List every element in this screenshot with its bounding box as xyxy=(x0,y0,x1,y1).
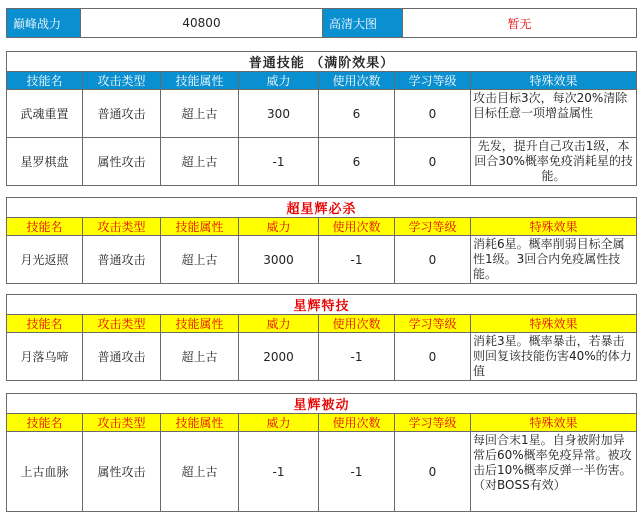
learn-level: 0 xyxy=(395,138,471,186)
header-skill-name: 技能名 xyxy=(7,414,83,432)
attack-type: 属性攻击 xyxy=(83,138,161,186)
header-skill-attr: 技能属性 xyxy=(161,414,239,432)
uses: -1 xyxy=(319,236,395,284)
uses: -1 xyxy=(319,432,395,512)
header-attack-type: 攻击类型 xyxy=(83,218,161,236)
header-power: 威力 xyxy=(239,72,319,90)
header-skill-attr: 技能属性 xyxy=(161,72,239,90)
header-learn-level: 学习等级 xyxy=(395,218,471,236)
attack-type: 普通攻击 xyxy=(83,333,161,381)
header-special-effect: 特殊效果 xyxy=(471,414,637,432)
peak-power-label: 巅峰战力 xyxy=(7,9,81,38)
skill-attr: 超上古 xyxy=(161,432,239,512)
header-learn-level: 学习等级 xyxy=(395,72,471,90)
skill-name: 月落乌啼 xyxy=(7,333,83,381)
header-learn-level: 学习等级 xyxy=(395,315,471,333)
power: 2000 xyxy=(239,333,319,381)
skill-name: 月光返照 xyxy=(7,236,83,284)
skill-name: 武魂重置 xyxy=(7,90,83,138)
header-skill-name: 技能名 xyxy=(7,218,83,236)
header-attack-type: 攻击类型 xyxy=(83,414,161,432)
header-skill-attr: 技能属性 xyxy=(161,315,239,333)
section-title: 星辉特技 xyxy=(7,295,637,315)
header-skill-name: 技能名 xyxy=(7,315,83,333)
peak-power-value: 40800 xyxy=(81,9,323,38)
header-uses: 使用次数 xyxy=(319,218,395,236)
header-uses: 使用次数 xyxy=(319,72,395,90)
header-special-effect: 特殊效果 xyxy=(471,218,637,236)
attack-type: 普通攻击 xyxy=(83,90,161,138)
header-learn-level: 学习等级 xyxy=(395,414,471,432)
header-power: 威力 xyxy=(239,218,319,236)
special-effect: 先发，提升自己攻击1级，本回合30%概率免疫消耗星的技能。 xyxy=(471,138,637,186)
skill-attr: 超上古 xyxy=(161,333,239,381)
learn-level: 0 xyxy=(395,432,471,512)
table-row xyxy=(7,333,637,381)
special-effect: 每回合末1星。自身被附加异常后60%概率免疫异常。被攻击后10%概率反弹一半伤害。（对BOSS有效） xyxy=(471,432,637,512)
header-special-effect: 特殊效果 xyxy=(471,72,637,90)
special-skills-table xyxy=(6,294,637,381)
skill-name: 星罗棋盘 xyxy=(7,138,83,186)
table-row xyxy=(7,138,637,186)
header-special-effect: 特殊效果 xyxy=(471,315,637,333)
section-title: 普通技能 （满阶效果） xyxy=(7,52,637,72)
uses: 6 xyxy=(319,90,395,138)
header-skill-attr: 技能属性 xyxy=(161,218,239,236)
special-effect: 攻击目标3次，每次20%清除目标任意一项增益属性 xyxy=(471,90,637,138)
passive-skills-table xyxy=(6,393,637,512)
table-row xyxy=(7,236,637,284)
table-row xyxy=(7,432,637,512)
uses: 6 xyxy=(319,138,395,186)
skill-attr: 超上古 xyxy=(161,236,239,284)
header-power: 威力 xyxy=(239,315,319,333)
header-power: 威力 xyxy=(239,414,319,432)
power: -1 xyxy=(239,138,319,186)
power: -1 xyxy=(239,432,319,512)
attack-type: 普通攻击 xyxy=(83,236,161,284)
skill-name: 上古血脉 xyxy=(7,432,83,512)
special-effect: 消耗3星。概率暴击，若暴击则回复该技能伤害40%的体力值 xyxy=(471,333,637,381)
learn-level: 0 xyxy=(395,333,471,381)
header-attack-type: 攻击类型 xyxy=(83,315,161,333)
skill-attr: 超上古 xyxy=(161,138,239,186)
ultimate-skills-table xyxy=(6,197,637,284)
power: 300 xyxy=(239,90,319,138)
info-table xyxy=(6,8,637,38)
section-title: 超星辉必杀 xyxy=(7,198,637,218)
header-attack-type: 攻击类型 xyxy=(83,72,161,90)
hd-image-value: 暂无 xyxy=(403,9,637,38)
power: 3000 xyxy=(239,236,319,284)
normal-skills-table xyxy=(6,51,637,186)
attack-type: 属性攻击 xyxy=(83,432,161,512)
learn-level: 0 xyxy=(395,236,471,284)
skill-attr: 超上古 xyxy=(161,90,239,138)
header-skill-name: 技能名 xyxy=(7,72,83,90)
hd-image-label: 高清大图 xyxy=(323,9,403,38)
header-uses: 使用次数 xyxy=(319,315,395,333)
uses: -1 xyxy=(319,333,395,381)
special-effect: 消耗6星。概率削弱目标全属性1级。3回合内免疫属性技能。 xyxy=(471,236,637,284)
header-uses: 使用次数 xyxy=(319,414,395,432)
section-title: 星辉被动 xyxy=(7,394,637,414)
table-row xyxy=(7,90,637,138)
learn-level: 0 xyxy=(395,90,471,138)
